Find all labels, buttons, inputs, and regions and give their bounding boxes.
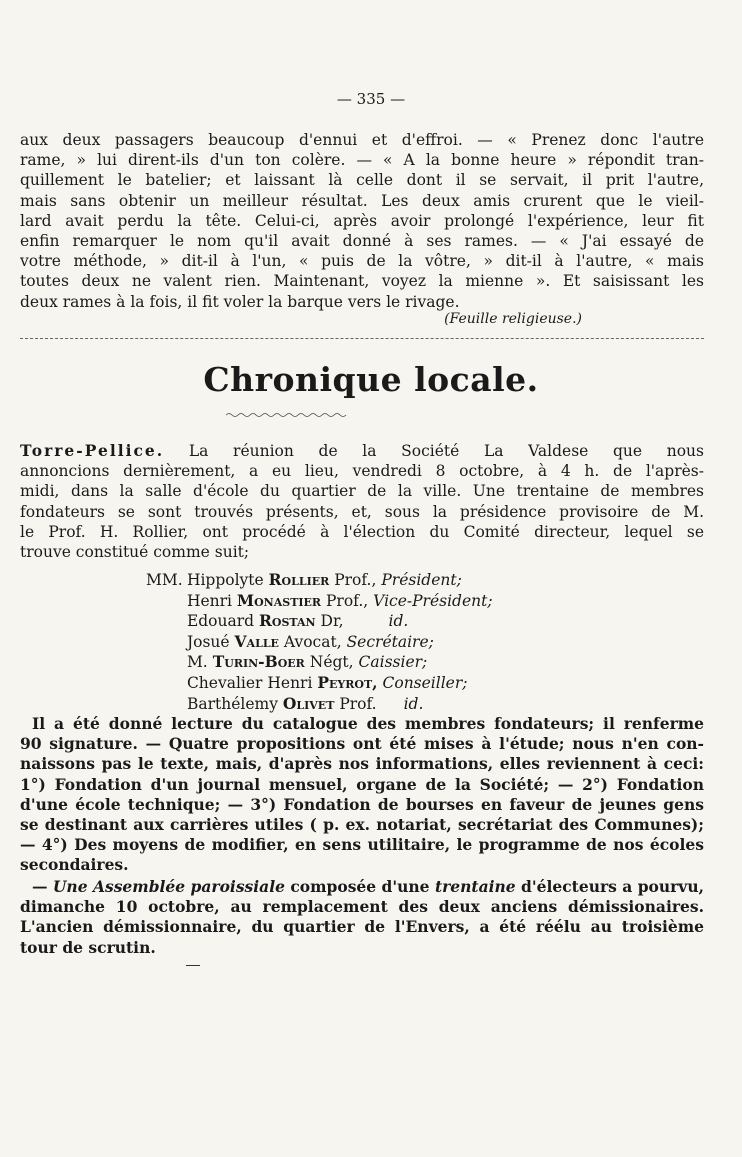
text-line: quillement le batelier; et laissant là celle dont il se servait, il prit l'autre,	[20, 171, 704, 190]
member-role: id.	[388, 612, 409, 631]
member-row	[146, 694, 493, 715]
text-line	[20, 877, 704, 897]
text-line: se destinant aux carrières utiles ( p. ex. notariat, secrétariat des Communes);	[20, 815, 704, 835]
text-fragment: composée d'une	[284, 877, 435, 896]
text-line: — 4°) Des moyens de modifier, en sens utilitaire, le programme de nos écoles	[20, 835, 704, 855]
locality-heading: Torre-Pellice.	[20, 441, 165, 460]
text-line: fondateurs se sont trouvés présents, et, sous la présidence provisoire de M.	[20, 502, 704, 521]
member-name: Rollier	[268, 570, 330, 589]
member-name: Valle	[234, 631, 279, 651]
member-title: Prof.,	[326, 591, 369, 610]
italic-fragment: Une Assemblée paroissiale	[52, 877, 285, 896]
text-line: rame, » lui dirent-ils d'un ton colère. — « A la bonne heure » répondit tran-	[20, 151, 704, 170]
paragraph-torre-pellice	[20, 441, 704, 562]
member-first: Henri	[186, 591, 232, 610]
member-role: Caissier;	[358, 653, 428, 672]
text-line: 90 signature. — Quatre propositions ont été mises à l'étude; nous n'en con-	[20, 734, 704, 754]
member-title: Négt,	[309, 653, 354, 672]
member-title: Prof.	[339, 694, 377, 713]
member-name: Olivet	[282, 693, 335, 713]
member-row	[146, 611, 493, 632]
source-citation: (Feuille religieuse.)	[444, 311, 582, 327]
text-line	[20, 441, 704, 461]
member-title: Prof.,	[334, 571, 377, 589]
end-mark	[186, 965, 200, 966]
member-row	[146, 673, 493, 694]
member-first: Josué	[186, 632, 230, 651]
member-row	[146, 632, 493, 653]
member-prefix: MM.	[146, 571, 183, 589]
member-first: M.	[186, 653, 208, 672]
member-name: Monastier	[236, 590, 322, 610]
text-fragment: —	[32, 877, 53, 896]
text-line: toutes deux ne valent rien. Maintenant, voyez la mienne ». Et saisissant les	[20, 272, 704, 291]
member-row	[146, 591, 493, 612]
section-divider	[20, 338, 704, 339]
text-line: dimanche 10 octobre, au remplacement des deux anciens démissionaires.	[20, 897, 704, 917]
paragraph-assemblee	[20, 877, 704, 958]
text-fragment: d'électeurs a pourvu,	[515, 877, 704, 896]
text-line: le Prof. H. Rollier, ont procédé à l'élection du Comité directeur, lequel se	[20, 522, 704, 541]
text-line: annoncions dernièrement, a eu lieu, vendredi 8 octobre, à 4 h. de l'après-	[20, 462, 704, 481]
text-line: votre méthode, » dit-il à l'un, « puis de la vôtre, » dit-il à l'autre, « mais	[20, 252, 704, 271]
member-row	[146, 652, 493, 673]
text-line: trouve constitué comme suit;	[20, 543, 250, 562]
member-first: Barthélemy	[186, 694, 278, 713]
text-line: d'une école technique; — 3°) Fondation de bourses en faveur de jeunes gens	[20, 794, 704, 814]
member-role: Secrétaire;	[346, 632, 434, 651]
text-line: tour de scrutin.	[20, 937, 156, 957]
text-line: lard avait perdu la tête. Celui-ci, après avoir prolongé l'expérience, leur fit	[20, 211, 704, 230]
section-title: Chronique locale.	[203, 360, 539, 399]
text-line: 1°) Fondation d'un journal mensuel, organe de la Société; — 2°) Fondation	[20, 774, 704, 794]
text-line: enfin remarquer le nom qu'il avait donné à ses rames. — « J'ai essayé de	[20, 232, 704, 251]
member-name: Peyrot,	[317, 672, 378, 692]
italic-fragment: trentaine	[434, 877, 516, 896]
text-line: L'ancien démissionnaire, du quartier de l'Envers, a été réélu au troisième	[20, 917, 704, 937]
member-role: Conseiller;	[382, 673, 468, 692]
member-first: Chevalier Henri	[186, 673, 313, 692]
member-first: Edouard	[186, 612, 255, 631]
text-line: aux deux passagers beaucoup d'ennui et d'effroi. — « Prenez donc l'autre	[20, 131, 704, 149]
title-ornament	[226, 412, 350, 418]
text-line: Il a été donné lecture du catalogue des membres fondateurs; il renferme	[32, 714, 704, 733]
page-number: — 335 —	[336, 90, 406, 108]
paragraph-catalogue	[20, 714, 704, 876]
member-role: Vice-Président;	[373, 591, 493, 610]
paragraph-story-end	[20, 130, 704, 312]
text-line: mais sans obtenir un meilleur résultat. Les deux amis crurent que le vieil-	[20, 191, 704, 210]
member-title: Avocat,	[283, 632, 342, 651]
committee-list	[146, 570, 493, 714]
text-line: secondaires.	[20, 855, 129, 875]
member-role: Président;	[381, 571, 462, 589]
text-line: midi, dans la salle d'école du quartier de la ville. Une trentaine de membres	[20, 482, 704, 501]
text-fragment: La réunion de la Société La Valdese que nous	[164, 442, 704, 460]
text-line: deux rames à la fois, il fit voler la barque vers le rivage.	[20, 292, 460, 311]
member-name: Rostan	[259, 611, 316, 631]
member-first: Hippolyte	[186, 571, 264, 589]
member-name: Turin-Boer	[212, 652, 305, 672]
member-title: Dr,	[320, 612, 344, 631]
member-role: id.	[403, 694, 424, 713]
text-line: naissons pas le texte, mais, d'après nos informations, elles reviennent à ceci:	[20, 754, 704, 774]
member-row	[146, 570, 493, 591]
